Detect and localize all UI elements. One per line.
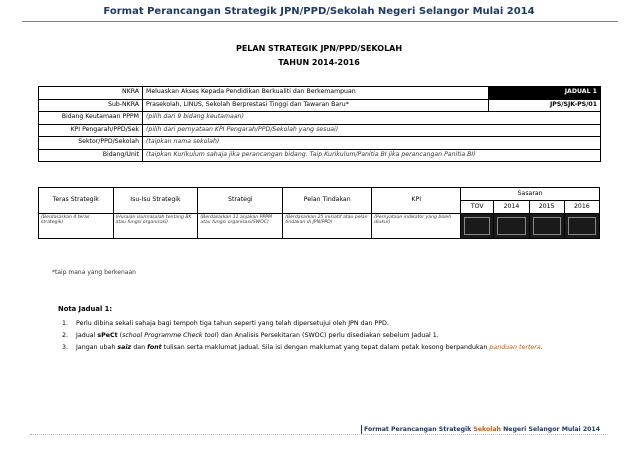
- header-sasaran: Sasaran: [461, 188, 600, 201]
- header-2014: 2014: [494, 201, 529, 214]
- row-value-bidang-unit[interactable]: (taipkan Kurikulum sahaja jika perancangan bidang. Taip Kurikulum/Panitia BI jika perancangan Panitia BI): [143, 149, 601, 162]
- page-footer: Format Perancangan Strategik Sekolah Negeri Selangor Mulai 2014: [364, 426, 601, 433]
- row-label-bidang-unit: Bidang/Unit: [39, 149, 143, 162]
- table-row: [39, 112, 601, 125]
- item-text: Perlu dibina sekali sahaja bagi tempoh tiga tahun seperti yang telah dipersetujui oleh JPN dan PPD.: [76, 320, 389, 327]
- item-number: 3.: [62, 343, 69, 351]
- cell-teras[interactable]: (Berdasarkan 4 teras strategik): [39, 214, 114, 239]
- cell-tov[interactable]: [461, 214, 494, 239]
- table-row: [39, 99, 601, 112]
- page-header: Format Perancangan Strategik JPN/PPD/Sekolah Negeri Selangor Mulai 2014: [103, 6, 535, 17]
- table-row: [39, 87, 601, 100]
- item-text: Jangan ubah saiz dan font tulisan serta maklumat jadual. Sila isi dengan maklumat yang tepat dalam petak kosong berpandukan panduan tertera.: [76, 343, 543, 351]
- header-rule: [22, 21, 618, 22]
- cell-strategi[interactable]: (Berdasarkan 11 anjakan PPPM atau fungsi organisasi/SWOC): [198, 214, 283, 239]
- item-number: 2.: [62, 331, 69, 339]
- list-item: [62, 331, 582, 341]
- header-2015: 2015: [529, 201, 564, 214]
- header-isu: Isu-Isu Strategik: [113, 188, 198, 214]
- header-kpi: KPI: [372, 188, 461, 214]
- list-item: [62, 319, 582, 329]
- cell-2014[interactable]: [494, 214, 529, 239]
- header-tov: TOV: [461, 201, 494, 214]
- list-item: [62, 343, 582, 353]
- doc-subtitle: TAHUN 2014-2016: [278, 58, 360, 67]
- row-label-sektor: Sektor/PPD/Sekolah: [39, 137, 143, 150]
- row-label-nkra: NKRA: [39, 87, 143, 100]
- row-value-bidang-keutamaan[interactable]: (pilih dari 9 bidang keutamaan): [143, 112, 601, 125]
- cell-2016[interactable]: [564, 214, 599, 239]
- row-label-subnkra: Sub-NKRA: [39, 99, 143, 112]
- plan-table: [38, 187, 600, 239]
- cell-isu[interactable]: (Huraian isu/masalah tentang BK atau fungsi organisasi): [113, 214, 198, 239]
- doc-title: PELAN STRATEGIK JPN/PPD/SEKOLAH: [235, 44, 403, 53]
- row-label-kpi: KPI Pengarah/PPD/Sek: [39, 124, 143, 137]
- row-label-bidang-keutamaan: Bidang Keutamaan PPPM: [39, 112, 143, 125]
- row-value-sektor[interactable]: (taipkan nama sekolah): [143, 137, 601, 150]
- cell-kpi[interactable]: (Pernyataan indikator yang boleh diukur): [372, 214, 461, 239]
- nota-title: Nota Jadual 1:: [58, 305, 113, 313]
- header-strategi: Strategi: [198, 188, 283, 214]
- row-value-subnkra[interactable]: Prasekolah, LINUS, Sekolah Berprestasi Tinggi dan Tawaran Baru*: [143, 99, 489, 112]
- table-row: [39, 214, 600, 239]
- nota-list: [62, 319, 582, 354]
- footnote: *taip mana yang berkenaan: [52, 269, 136, 276]
- row-value-kpi[interactable]: (pilih dari pernyataan KPI Pengarah/PPD/Sekolah yang sesuai): [143, 124, 601, 137]
- item-number: 1.: [62, 320, 69, 327]
- form-code: JPS/SJK-PS/01: [489, 99, 601, 112]
- info-table: [38, 86, 601, 162]
- item-text: Jadual sPeCt (school Programme Check tool) dan Analisis Persekitaran (SWOC) perlu disediakan sebelum Jadual 1.: [76, 331, 439, 339]
- header-teras: Teras Strategik: [39, 188, 114, 214]
- table-row: [39, 124, 601, 137]
- table-header-row: [39, 188, 600, 201]
- table-row: [39, 149, 601, 162]
- cell-2015[interactable]: [529, 214, 564, 239]
- header-2016: 2016: [564, 201, 599, 214]
- jadual-label: JADUAL 1: [489, 87, 601, 100]
- header-pelan: Pelan Tindakan: [283, 188, 372, 214]
- cell-pelan[interactable]: (Berdasarkan 25 inisiatif atau pelan tindakan di JPN/PPD): [283, 214, 372, 239]
- row-value-nkra[interactable]: Meluaskan Akses Kepada Pendidikan Berkualiti dan Berkemampuan: [143, 87, 489, 100]
- table-row: [39, 137, 601, 150]
- footer-rule: [30, 434, 608, 435]
